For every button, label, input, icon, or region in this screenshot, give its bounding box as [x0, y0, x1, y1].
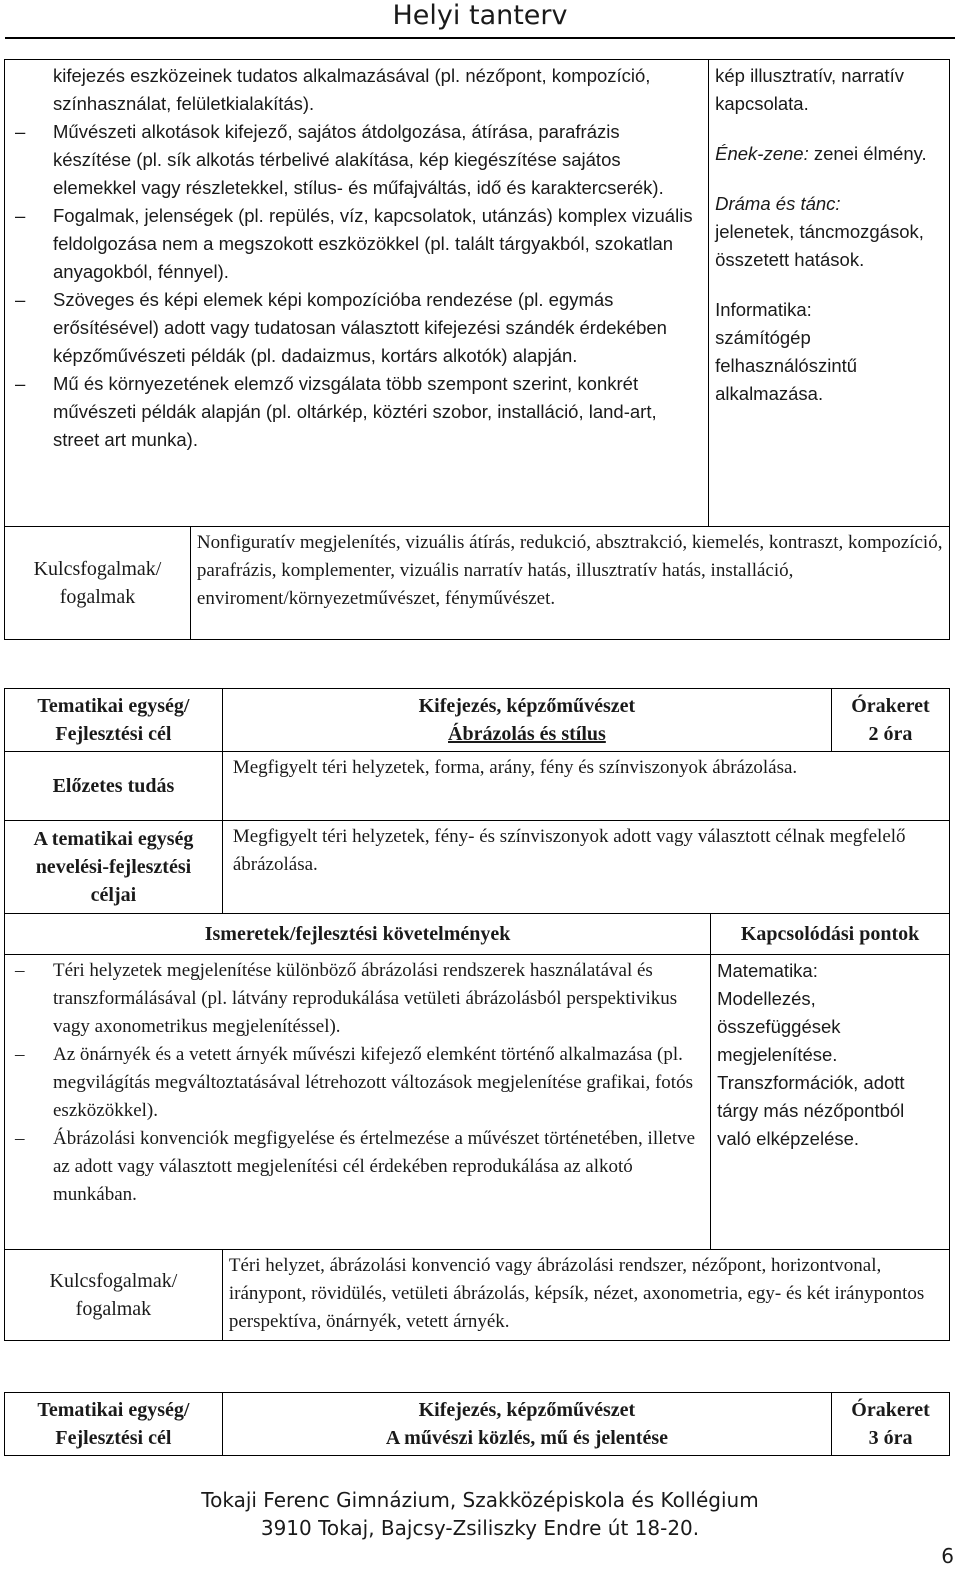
connection-drama [715, 190, 943, 274]
key-concepts-text: Nonfiguratív megjelenítés, vizuális átírás, redukció, absztrakció, kiemelés, kontraszt, kompozíció, parafrázis, komplementer, vizuális narratív hatás, illusztratív hatás, installáció, enviroment/környezetművészet, fényművészet. [190, 527, 949, 640]
list-item: – Az önárnyék és a vetett árnyék művészi kifejező elemként történő alkalmazása (pl. megvilágítás megváltoztatásával létrehozott változások megjelenítése grafikai, fotós eszközökkel). [11, 1041, 704, 1125]
key-concepts-label: Kulcsfogalmak/ fogalmak [5, 1250, 223, 1341]
prior-knowledge-text: Megfigyelt téri helyzetek, forma, arány, fény és színviszonyok ábrázolása. [222, 752, 949, 821]
hours-label: Órakeret [851, 695, 930, 717]
curriculum-table-1 [4, 59, 950, 640]
connection-label: Informatika: [715, 299, 812, 320]
table-row [5, 60, 950, 527]
hours-value: 3 óra [868, 1427, 913, 1449]
header-rule [5, 37, 955, 39]
connection-label: Matematika: [717, 960, 818, 981]
list-item: – Ábrázolási konvenciók megfigyelése és értelmezése a művészet történetében, illetve az adott vagy választott megjelenítési cél érdekében reprodukálása az alkotó munkában. [11, 1125, 704, 1209]
footer-address: 3910 Tokaj, Bajcsy-Zsiliszky Endre út 18-20. [260, 1516, 700, 1540]
hours-cell [831, 689, 949, 752]
table-row [5, 821, 950, 914]
connection-label: Dráma és tánc: [715, 193, 841, 214]
page-number: 6 [941, 1544, 954, 1568]
curriculum-table-3 [4, 1392, 950, 1456]
hours-label: Órakeret [851, 1399, 930, 1421]
theme-title-line: Kifejezés, képzőművészet [418, 695, 636, 717]
table-row [5, 914, 950, 955]
theme-title [222, 1393, 831, 1456]
key-concepts-label: Kulcsfogalmak/ fogalmak [5, 527, 191, 640]
connections-header: Kapcsolódási pontok [711, 914, 950, 955]
theme-title-line: Kifejezés, képzőművészet [418, 1399, 636, 1421]
table-row [5, 1393, 950, 1456]
theme-label: Tematikai egység/ Fejlesztési cél [5, 1393, 223, 1456]
connection-points-cell [709, 60, 950, 527]
requirements-cell [5, 955, 711, 1250]
theme-title-line: A művészi közlés, mű és jelentése [385, 1427, 668, 1449]
connection-informatics [715, 296, 943, 408]
table-row [5, 752, 950, 821]
connection-label: Ének-zene: [715, 143, 809, 164]
goals-text: Megfigyelt téri helyzetek, fény- és színviszonyok adott vagy választott célnak megfelelő ábrázolása. [222, 821, 949, 914]
connection-text: Modellezés, összefüggések megjelenítése. Transzformációk, adott tárgy más nézőpontból való elképzelése. [717, 988, 905, 1149]
page-header-title: Helyi tanterv [392, 0, 568, 31]
prior-knowledge-label: Előzetes tudás [5, 752, 223, 821]
theme-title-line: Ábrázolás és stílus [448, 723, 606, 745]
theme-label: Tematikai egység/ Fejlesztési cél [5, 689, 223, 752]
key-concepts-text: Téri helyzet, ábrázolási konvenció vagy ábrázolási rendszer, nézőpont, horizontvonal, iránypont, rövidülés, vetületi ábrázolás, képsík, nézet, axonometria, egy- és két iránypontos perspektíva, önárnyék, vetett árnyék. [222, 1250, 949, 1341]
connection-text: zenei élmény. [813, 143, 927, 164]
table-row [5, 955, 950, 1250]
footer-school-name: Tokaji Ferenc Gimnázium, Szakközépiskola és Kollégium [201, 1488, 759, 1512]
theme-title [222, 689, 831, 752]
requirements-list [11, 118, 702, 454]
connection-text: kép illusztratív, narratív kapcsolata. [715, 65, 904, 114]
list-item: – Mű és környezetének elemző vizsgálata több szempont szerint, konkrét művészeti példák alapján (pl. oltárkép, köztéri szobor, installáció, land-art, street art munka). [11, 370, 702, 454]
page-footer [0, 1486, 960, 1542]
hours-value: 2 óra [868, 723, 913, 745]
table-row [5, 1250, 950, 1341]
curriculum-table-2 [4, 688, 950, 1341]
connection-points-cell [711, 955, 950, 1250]
requirements-cell [5, 60, 709, 527]
list-item-continuation: kifejezés eszközeinek tudatos alkalmazásával (pl. nézőpont, kompozíció, színhasználat, felületkialakítás). [53, 65, 651, 114]
goals-label: A tematikai egység nevelési-fejlesztési céljai [5, 821, 223, 914]
connection-music [715, 140, 943, 168]
hours-cell [832, 1393, 950, 1456]
list-item: – Művészeti alkotások kifejező, sajátos átdolgozása, átírása, parafrázis készítése (pl. sík alkotás térbelivé alakítása, kép kiegészítése sajátos elemekkel vagy részletekkel, stílus- és műfajváltás, idő és karaktercserék). [11, 118, 702, 202]
requirements-list [11, 957, 704, 1209]
table-row [5, 689, 950, 752]
connection-text: számítógép felhasználószintű alkalmazása. [715, 327, 858, 404]
connection-text: jelenetek, táncmozgások, összetett hatások. [715, 221, 924, 270]
list-item: – Szöveges és képi elemek képi kompozícióba rendezése (pl. egymás erősítésével) adott vagy tudatosan választott kifejezési szándék érdekében képzőművészeti példák (pl. dadaizmus, kortárs alkotók) alapján. [11, 286, 702, 370]
requirements-header: Ismeretek/fejlesztési követelmények [5, 914, 711, 955]
list-item: – Fogalmak, jelenségek (pl. repülés, víz, kapcsolatok, utánzás) komplex vizuális feldolgozása nem a megszokott eszközökkel (pl. talált tárgyakból, szokatlan anyagokból, fénnyel). [11, 202, 702, 286]
table-row [5, 527, 950, 640]
list-item: – Téri helyzetek megjelenítése különböző ábrázolási rendszerek használatával és transzformálásával (pl. látvány reprodukálása vetületi ábrázolásból perspektivikus vagy axonometrikus megjelenítéssel). [11, 957, 704, 1041]
